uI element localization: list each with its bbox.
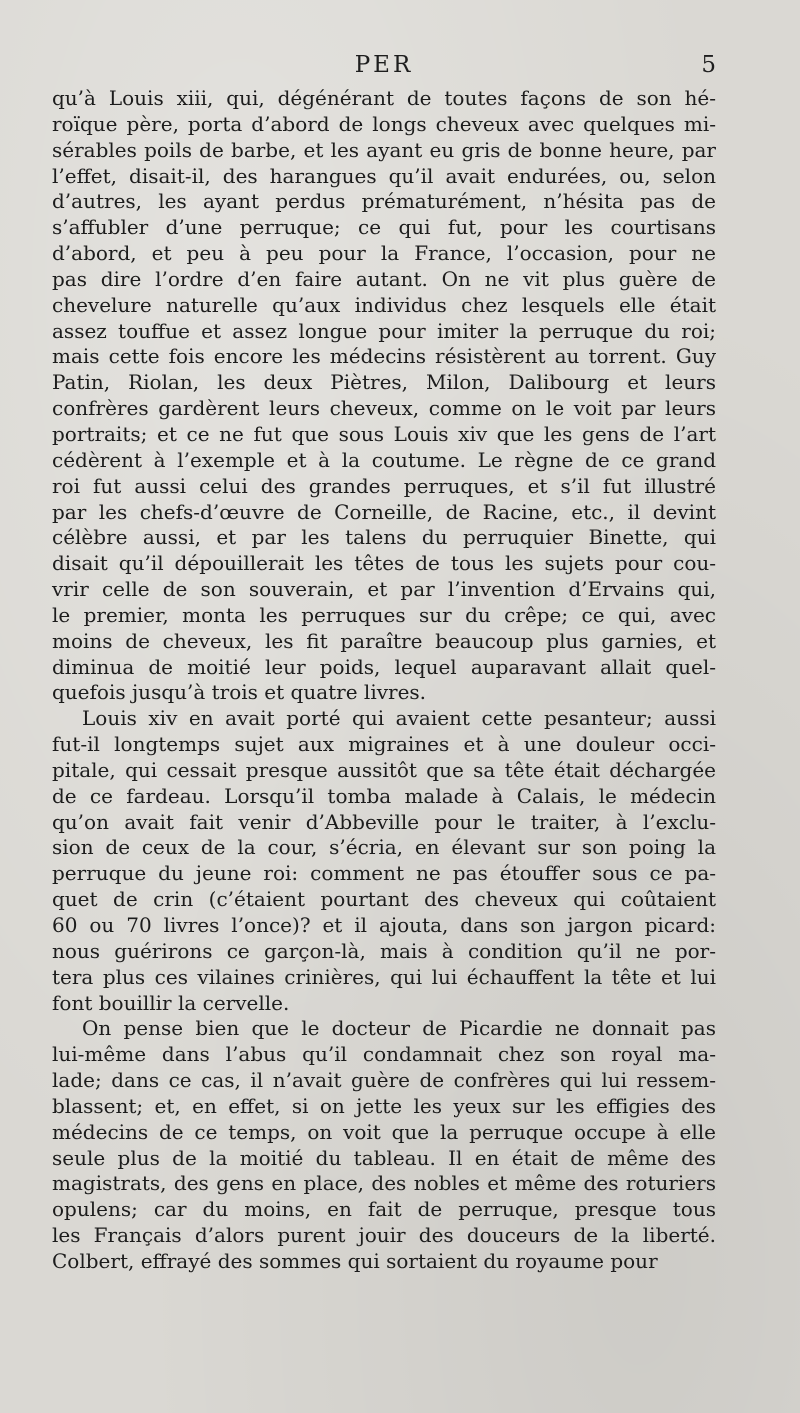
text-line: assez touffue et assez longue pour imiter la perruque du roi; (52, 318, 716, 343)
text-line: moins de cheveux, les fit paraître beaucoup plus garnies, et (52, 628, 716, 653)
text-line: portraits; et ce ne fut que sous Louis xiv que les gens de l’art (52, 421, 716, 446)
text-line: diminua de moitié leur poids, lequel auparavant allait quel- (52, 654, 716, 679)
text-line: quefois jusqu’à trois et quatre livres. (52, 680, 427, 705)
text-line: cédèrent à l’exemple et à la coutume. Le règne de ce grand (52, 447, 716, 472)
text-line: pitale, qui cessait presque aussitôt que sa tête était déchargée (52, 757, 716, 782)
text-line: roi fut aussi celui des grandes perruques, et s’il fut illustré (52, 473, 716, 498)
text-line: confrères gardèrent leurs cheveux, comme on le voit par leurs (52, 396, 716, 421)
text-line: Patin, Riolan, les deux Piètres, Milon, Dalibourg et leurs (52, 370, 716, 395)
text-line: de ce fardeau. Lorsqu’il tomba malade à Calais, le médecin (52, 783, 716, 808)
text-line: s’affubler d’une perruque; ce qui fut, pour les courtisans (52, 215, 716, 240)
text-line: lade; dans ce cas, il n’avait guère de confrères qui lui ressem- (52, 1068, 716, 1093)
text-line: le premier, monta les perruques sur du crêpe; ce qui, avec (52, 602, 716, 627)
text-line: tera plus ces vilaines crinières, qui lui échauffent la tête et lui (52, 964, 716, 989)
text-line: fut-il longtemps sujet aux migraines et à une douleur occi- (52, 732, 716, 757)
text-line: quet de crin (c’étaient pourtant des cheveux qui coûtaient (52, 887, 716, 912)
text-line: médecins de ce temps, on voit que la perruque occupe à elle (52, 1119, 716, 1144)
text-line: d’autres, les ayant perdus prématurément, n’hésita pas de (52, 189, 716, 214)
text-line: lui-même dans l’abus qu’il condamnait chez son royal ma- (52, 1042, 716, 1067)
paragraph-3 (52, 1016, 716, 1274)
paragraph-2 (52, 706, 716, 1016)
text-line: l’effet, disait-il, des harangues qu’il avait endurées, ou, selon (52, 163, 716, 188)
text-line: Louis xiv en avait porté qui avaient cette pesanteur; aussi (82, 706, 716, 731)
text-line: d’abord, et peu à peu pour la France, l’occasion, pour ne (52, 241, 716, 266)
text-line: chevelure naturelle qu’aux individus chez lesquels elle était (52, 292, 716, 317)
page-number: 5 (701, 52, 716, 78)
text-line: les Français d’alors purent jouir des douceurs de la liberté. (52, 1223, 716, 1248)
text-line: par les chefs-d’œuvre de Corneille, de Racine, etc., il devint (52, 499, 716, 524)
text-line: opulens; car du moins, en fait de perruque, presque tous (52, 1197, 716, 1222)
text-line: mais cette fois encore les médecins résistèrent au torrent. Guy (52, 344, 716, 369)
paragraph-1 (52, 86, 716, 706)
text-line: sérables poils de barbe, et les ayant eu gris de bonne heure, par (52, 137, 716, 162)
text-line: magistrats, des gens en place, des nobles et même des roturiers (52, 1171, 716, 1196)
text-line: perruque du jeune roi: comment ne pas étouffer sous ce pa- (52, 861, 716, 886)
text-line: qu’on avait fait venir d’Abbeville pour le traiter, à l’exclu- (52, 809, 716, 834)
text-line: roïque père, porta d’abord de longs cheveux avec quelques mi- (52, 111, 716, 136)
text-line: font bouillir la cervelle. (52, 990, 290, 1015)
text-line: pas dire l’ordre d’en faire autant. On ne vit plus guère de (52, 266, 716, 291)
text-line: seule plus de la moitié du tableau. Il en était de même des (52, 1145, 716, 1170)
text-line: On pense bien que le docteur de Picardie ne donnait pas (82, 1016, 716, 1041)
text-line: nous guérirons ce garçon-là, mais à condition qu’il ne por- (52, 938, 716, 963)
running-head (52, 52, 716, 86)
text-line: blassent; et, en effet, si on jette les yeux sur les effigies des (52, 1093, 716, 1118)
text-line: célèbre aussi, et par les talens du perruquier Binette, qui (52, 525, 716, 550)
text-line: sion de ceux de la cour, s’écria, en élevant sur son poing la (52, 835, 716, 860)
text-line: vrir celle de son souverain, et par l’invention d’Ervains qui, (52, 577, 716, 602)
text-line: 60 ou 70 livres l’once)? et il ajouta, dans son jargon picard: (52, 913, 716, 937)
text-line: disait qu’il dépouillerait les têtes de tous les sujets pour cou- (52, 551, 716, 576)
running-title: PER (354, 52, 414, 78)
text-line: qu’à Louis xiii, qui, dégénérant de toutes façons de son hé- (52, 86, 716, 110)
text-line: Colbert, effrayé des sommes qui sortaient du royaume pour (52, 1248, 658, 1273)
body-text (52, 86, 716, 1275)
